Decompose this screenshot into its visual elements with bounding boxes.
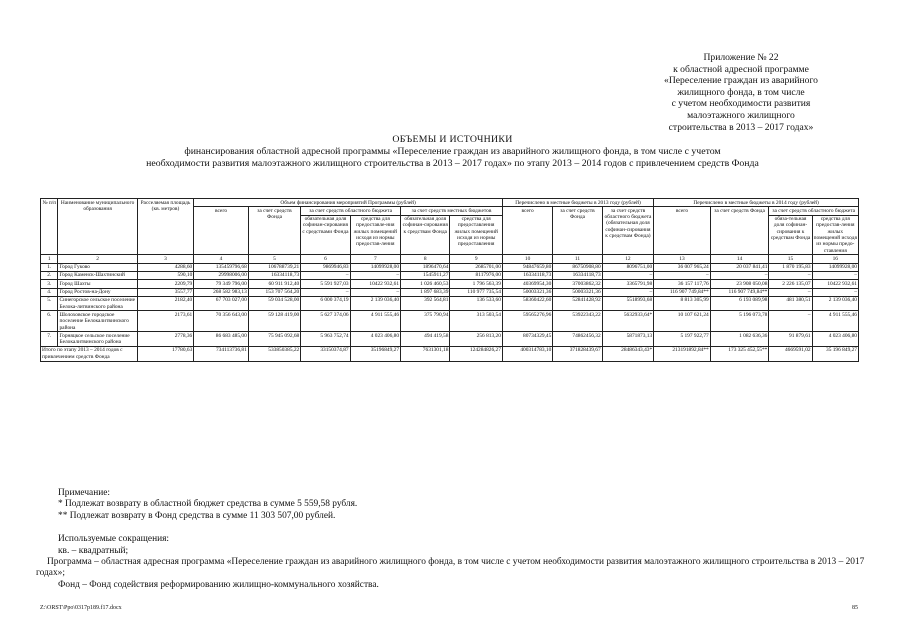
municipality-name: Город Шахты — [58, 280, 137, 288]
value-cell: – — [301, 271, 350, 279]
value-cell: 153 707 564,20 — [248, 288, 300, 296]
value-cell: 6 193 089,98 — [710, 296, 769, 311]
header-fund: за счет средств Фонда — [248, 207, 300, 255]
abbreviation-line: Программа – областная адресная программа «Переселение граждан из аварийного жилищного фонда, в том числе с учетом необходимости развития малоэтажного жилищного строительства в 2013 – 2017 годах»; — [36, 557, 865, 579]
value-cell: – — [602, 271, 653, 279]
value-cell: 36 157 117,76 — [654, 280, 711, 288]
value-cell: – — [654, 271, 711, 279]
municipality-name: Город Каменск-Шахтинский — [58, 271, 137, 279]
table-row — [41, 263, 859, 271]
header-2013-fund: за счет средств Фонда — [553, 207, 602, 255]
header-2014-fund: за счет средств Фонда — [710, 207, 769, 255]
value-cell: 80734329,45 — [502, 332, 552, 347]
municipality-name: Горняцкое сельское поселение Белокалитвинского района — [58, 332, 137, 347]
header-2014-extra: средства для предостав-ления жилых помещений исходя из нормы предо-ставления — [813, 216, 857, 254]
value-cell: 5518993,68 — [602, 296, 653, 311]
column-index: 15 — [769, 255, 812, 263]
value-cell: 20 037 841,41 — [710, 263, 769, 271]
column-index: 16 — [812, 255, 858, 263]
table-row — [41, 296, 859, 311]
value-cell: 50003321,36 — [502, 288, 552, 296]
appendix-line: малоэтажного жилищного — [687, 109, 795, 121]
municipality-name: Шолоховское городское поселение Белокалитвинского района — [58, 311, 137, 332]
column-index: 14 — [710, 255, 769, 263]
value-cell: 94847659,80 — [502, 263, 552, 271]
value-cell: 59 128 419,00 — [248, 311, 300, 332]
footer-page-number: 85 — [852, 605, 858, 611]
value-cell: 9869946,83 — [301, 263, 350, 271]
note-line: * Подлежат возврату в областной бюджет средства в сумме 5 559,58 рубля. — [58, 499, 358, 510]
appendix-block — [621, 52, 861, 133]
value-cell: 4 911 555,46 — [812, 311, 858, 332]
value-cell: 74862456,32 — [553, 332, 602, 347]
row-number: 7. — [41, 332, 58, 347]
title-subline: необходимости развития малоэтажного жилищного строительства в 2013 – 2017 годах» по этапу 2013 – 2014 годов с привлечением средств Фонда — [146, 157, 759, 169]
table-row — [41, 280, 859, 288]
table-row — [41, 288, 859, 296]
column-index: 3 — [137, 255, 194, 263]
total-cell: 400314783,10 — [502, 346, 552, 361]
value-cell: 1 870 195,83 — [769, 263, 812, 271]
value-cell: 313 503,54 — [450, 311, 503, 332]
column-index: 11 — [553, 255, 602, 263]
value-cell: 375 790,94 — [401, 311, 450, 332]
column-index: 2 — [58, 255, 137, 263]
value-cell: 67 703 027,00 — [194, 296, 249, 311]
total-cell: 4669591,02 — [769, 346, 812, 361]
value-cell: 10422 932,61 — [350, 280, 400, 288]
value-cell: 2 139 036,40 — [350, 296, 400, 311]
value-cell: 53922343,22 — [553, 311, 602, 332]
value-cell: 2182,40 — [137, 296, 194, 311]
value-cell: – — [350, 271, 400, 279]
value-cell: 75 945 092,68 — [248, 332, 300, 347]
value-cell: 3365791,98 — [602, 280, 653, 288]
value-cell: 8096751,00 — [602, 263, 653, 271]
value-cell: 79 349 796,00 — [194, 280, 249, 288]
value-cell: 494 419,58 — [401, 332, 450, 347]
value-cell: 2209,79 — [137, 280, 194, 288]
value-cell: 2 226 135,07 — [769, 280, 812, 288]
value-cell: – — [769, 271, 812, 279]
appendix-line: строительства в 2013 – 2017 годах» — [668, 121, 814, 133]
notes-section — [36, 488, 878, 591]
note-line: ** Подлежат возврату в Фонд средства в сумме 11 303 507,00 рублей. — [58, 510, 336, 521]
title-heading: ОБЪЕМЫ И ИСТОЧНИКИ — [392, 134, 513, 145]
appendix-line: к областной адресной программе — [673, 63, 809, 75]
value-cell: 5 196 073,78 — [710, 311, 769, 332]
header-local: за счет средств местных бюджетов — [401, 207, 503, 215]
header-extra-local: средства для предоставления жилых помещений исходя из нормы предоставления — [450, 215, 503, 255]
row-number: 2. — [41, 271, 58, 279]
funding-table — [40, 198, 859, 362]
column-index: 1 — [41, 255, 58, 263]
value-cell: 70 356 643,00 — [194, 311, 249, 332]
total-row — [41, 346, 859, 361]
header-num: № п/п — [41, 199, 58, 255]
value-cell: – — [301, 288, 350, 296]
column-index: 12 — [602, 255, 653, 263]
appendix-line: с учетом необходимости развития — [671, 98, 811, 110]
table-row — [41, 271, 859, 279]
total-cell: 33150374,87 — [301, 346, 350, 361]
value-cell: – — [710, 271, 769, 279]
value-cell: 1 796 563,39 — [450, 280, 503, 288]
value-cell: 14099928,00 — [812, 263, 858, 271]
value-cell: 481 380,51 — [769, 296, 812, 311]
column-index: 7 — [350, 255, 400, 263]
total-cell: 35196849,27 — [350, 346, 400, 361]
appendix-line: жилищного фонда, в том числе — [677, 86, 805, 98]
header-2014-regional: за счет средств областного бюджета — [769, 207, 859, 215]
header-2013-regional: за счет средств областного бюджета (обязательная доля софинан-сирования к средствам Фонда) — [602, 207, 653, 255]
total-cell: 173 325 452,55** — [710, 346, 769, 361]
value-cell: 86 683 485,00 — [194, 332, 249, 347]
value-cell: 116 907 749,84** — [710, 288, 769, 296]
total-label: Итого по этапу 2013 – 2014 годов с привлечением средств Фонда — [41, 346, 138, 361]
column-index: 6 — [301, 255, 350, 263]
value-cell: 23 908 050,08 — [710, 280, 769, 288]
total-cell: 28486343,43* — [602, 346, 653, 361]
value-cell: 392 564,81 — [401, 296, 450, 311]
total-cell: 533850385,22 — [248, 346, 300, 361]
header-row — [41, 199, 859, 207]
title-subline: финансирования областной адресной программы «Переселение граждан из аварийного жилищного фонда, в том числе с учетом — [184, 145, 721, 157]
value-cell: 268 582 983,13 — [194, 288, 249, 296]
header-2013: Перечислено в местные бюджеты в 2013 году (рублей) — [502, 199, 653, 207]
header-total: всего — [194, 207, 249, 255]
column-index: 4 — [194, 255, 249, 263]
value-cell: 2778,36 — [137, 332, 194, 347]
header-cofin-local: обязательная доля софинан-сирования к средствам Фонда — [401, 215, 450, 255]
column-index: 9 — [450, 255, 503, 263]
value-cell: 16334118,73 — [248, 271, 300, 279]
value-cell: 16334118,73 — [553, 271, 602, 279]
value-cell: 256 813,20 — [450, 332, 503, 347]
value-cell: 91 879,61 — [769, 332, 812, 347]
total-cell: 734113736,81 — [194, 346, 249, 361]
value-cell: 3557,77 — [137, 288, 194, 296]
value-cell: 36 007 965,24 — [654, 263, 711, 271]
column-index: 5 — [248, 255, 300, 263]
column-index-row — [41, 255, 859, 263]
notes-heading: Примечание: — [58, 488, 111, 498]
value-cell: 106788739,21 — [248, 263, 300, 271]
value-cell: 37003862,32 — [553, 280, 602, 288]
value-cell: 4 023 406,80 — [812, 332, 858, 347]
row-number: 6. — [41, 311, 58, 332]
column-index: 8 — [401, 255, 450, 263]
value-cell: 116 907 749,84** — [654, 288, 711, 296]
value-cell: 1 897 683,39 — [401, 288, 450, 296]
row-number: 1. — [41, 263, 58, 271]
table-row — [41, 311, 859, 332]
value-cell: 2173,61 — [137, 311, 194, 332]
value-cell: 40369954,30 — [502, 280, 552, 288]
value-cell: – — [812, 288, 858, 296]
row-number: 3. — [41, 280, 58, 288]
value-cell: 59565276,96 — [502, 311, 552, 332]
header-area: Расселяемая площадь (кв. метров) — [137, 199, 194, 255]
value-cell: 58360422,60 — [502, 296, 552, 311]
municipality-name: Синегорское сельское поселение Белока-литвинского района — [58, 296, 137, 311]
value-cell: 5871873,13 — [602, 332, 653, 347]
value-cell: 29998006,00 — [194, 271, 249, 279]
value-cell: 4288,60 — [137, 263, 194, 271]
header-2013-total: всего — [502, 207, 552, 255]
abbreviations-heading: Используемые сокращения: — [58, 534, 170, 545]
value-cell: 52841428,92 — [553, 296, 602, 311]
header-2014-cofin: обяза-тельная доля софинан-сирования к средствам Фонда — [769, 215, 812, 255]
header-2014: Перечислено в местные бюджеты в 2014 году (рублей) — [654, 199, 859, 207]
value-cell: 50003321,36 — [553, 288, 602, 296]
value-cell: 14099928,00 — [350, 263, 400, 271]
header-2014-total: всего — [654, 207, 711, 255]
value-cell: 5 197 922,77 — [654, 332, 711, 347]
table-row — [41, 332, 859, 347]
row-number: 4. — [41, 288, 58, 296]
value-cell: 4 023 406,80 — [350, 332, 400, 347]
abbreviation-line: Фонд – Фонд содействия реформированию жилищно-коммунального хозяйства. — [58, 579, 379, 590]
value-cell: 16334118,73 — [502, 271, 552, 279]
value-cell: 10422 932,61 — [812, 280, 858, 288]
value-cell: 5 963 752,74 — [301, 332, 350, 347]
appendix-line: «Переселение граждан из аварийного — [664, 75, 818, 87]
value-cell: 8117976,00 — [450, 271, 503, 279]
value-cell: 2685701,00 — [450, 263, 503, 271]
value-cell: 1896470,64 — [401, 263, 450, 271]
value-cell: 1545911,27 — [401, 271, 450, 279]
value-cell: 1 026 460,53 — [401, 280, 450, 288]
total-cell: 371828439,67 — [553, 346, 602, 361]
value-cell: 59 034 528,00 — [248, 296, 300, 311]
table-body — [41, 263, 859, 346]
appendix-line: Приложение № 22 — [703, 52, 779, 63]
value-cell: 5632933,64* — [602, 311, 653, 332]
value-cell: – — [812, 271, 858, 279]
header-name: Наименование муниципального образования — [58, 199, 137, 255]
header-regional: за счет средств областного бюджета — [301, 207, 401, 215]
value-cell: 60 911 912,40 — [248, 280, 300, 288]
municipality-name: Город Гуково — [58, 263, 137, 271]
total-cell: 35 196 849,27 — [812, 346, 858, 361]
document-title — [0, 134, 905, 169]
footer-file-path: Z:\ORST\Ppo\0317p189.f17.docx — [40, 605, 122, 611]
column-index: 13 — [654, 255, 711, 263]
value-cell: 8 813 305,99 — [654, 296, 711, 311]
total-cell: 213191892,84** — [654, 346, 711, 361]
header-volume: Объем финансирования мероприятий Программы (рублей) — [194, 199, 503, 207]
total-cell: 7631301,18 — [401, 346, 450, 361]
value-cell: 86750908,80 — [553, 263, 602, 271]
value-cell: 110 977 735,54 — [450, 288, 503, 296]
value-cell: 4 911 555,46 — [350, 311, 400, 332]
value-cell: – — [769, 288, 812, 296]
total-cell: 124284826,27 — [450, 346, 503, 361]
value-cell: 590,10 — [137, 271, 194, 279]
row-number: 5. — [41, 296, 58, 311]
municipality-name: Город Ростов-на-Дону — [58, 288, 137, 296]
value-cell: 5 591 927,03 — [301, 280, 350, 288]
abbreviation-line: кв. – квадратный; — [58, 545, 129, 556]
value-cell: 135459796,68 — [194, 263, 249, 271]
value-cell: 10 107 621,24 — [654, 311, 711, 332]
header-extra-regional: средства для предоставле-ния жилых помещений исходя из нормы предостав-ления — [350, 215, 400, 255]
value-cell: – — [769, 311, 812, 332]
value-cell: – — [602, 288, 653, 296]
value-cell: 136 533,60 — [450, 296, 503, 311]
value-cell: – — [350, 288, 400, 296]
column-index: 10 — [502, 255, 552, 263]
total-area: 17780,63 — [137, 346, 194, 361]
value-cell: 1 082 636,36 — [710, 332, 769, 347]
value-cell: 2 139 036,40 — [812, 296, 858, 311]
header-cofin: обязательная доля софинан-сирования с средствами Фонда — [301, 215, 350, 255]
value-cell: 6 000 374,19 — [301, 296, 350, 311]
value-cell: 5 627 374,06 — [301, 311, 350, 332]
